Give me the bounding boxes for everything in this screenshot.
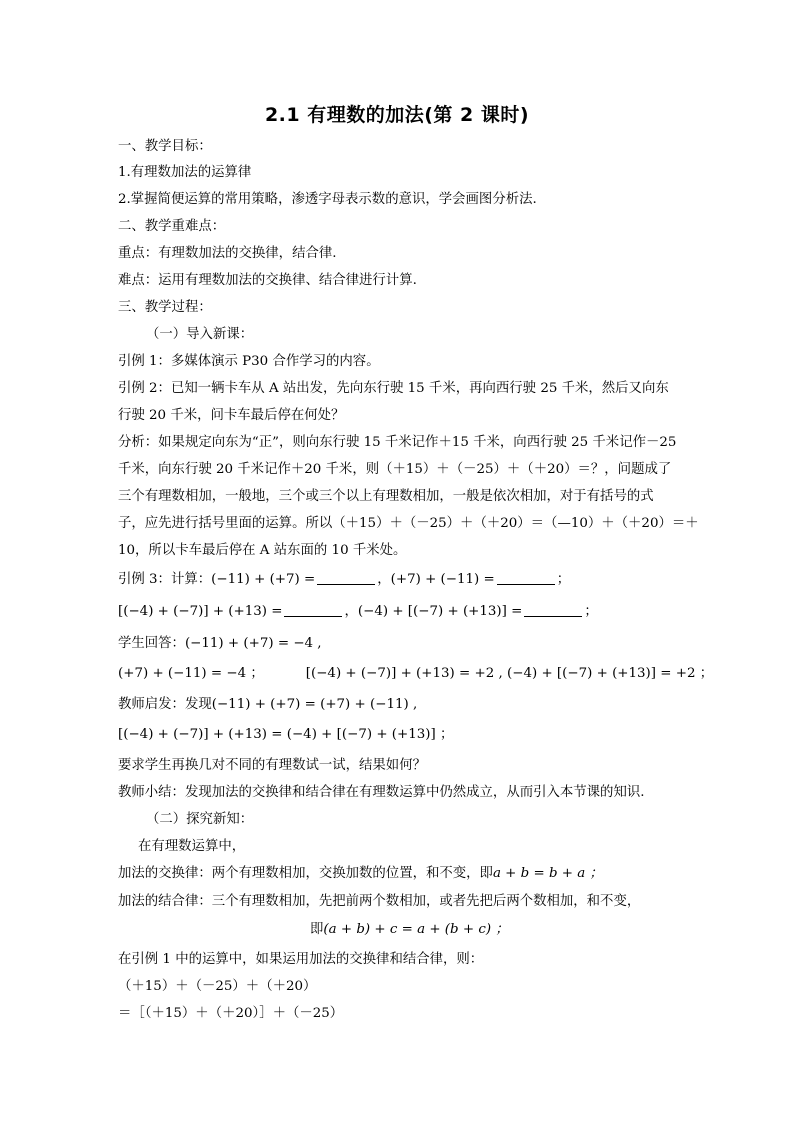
application-intro: 在引例 1 中的运算中，如果运用加法的交换律和结合律，则： [118,952,484,967]
example-1: 引例 1：多媒体演示 P30 合作学习的内容。 [118,354,380,369]
section-heading-key-points: 二、教学重难点： [118,219,226,234]
associative-law-prefix: 即 [310,922,324,937]
expression: [(−4) + (−7)] + (+13) = +2 , [305,666,503,681]
request: 要求学生再换几对不同的有理数试一试，结果如何？ [118,758,426,773]
student-answer-line-2 [118,664,713,684]
difficult-point: 难点：运用有理数加法的交换律、结合律进行计算. [118,273,417,288]
associative-law: 加法的结合律：三个有理数相加，先把前两个数相加，或者先把后两个数相加，和不变， [118,894,641,909]
objective-1: 1.有理数加法的运算律 [118,165,252,180]
associative-law-formula: (a + b) + c = a + (b + c) ； [323,922,509,937]
objective-2: 2.掌握简便运算的常用策略，渗透字母表示数的意识，学会画图分析法. [118,192,537,207]
expression: (−11) + (+7) = [211,572,316,587]
analysis-line-2: 千米，向东行驶 20 千米记作＋20 千米，则（＋15）＋（－25）＋（＋20）＝？，问题成了 [118,462,672,477]
analysis-line-5: 10，所以卡车最后停在 A 站东面的 10 千米处。 [118,543,407,558]
subsection-heading-intro: （一）导入新课： [146,327,254,342]
associative-law-formula-line [310,920,509,940]
expression: (−11) + (+7) = (+7) + (−11) , [211,697,418,712]
expression: (−4) + [(−7) + (+13)] = +2 ； [507,666,714,681]
answer-blank [317,570,375,585]
expression: (−11) + (+7) = −4 , [184,636,322,651]
commutative-law [118,864,603,884]
expression: (−4) + [(−7) + (+13)] = [357,604,523,619]
calculation-line-2: ＝［（＋15）＋（＋20）］＋（－25） [118,1006,344,1021]
expression: [(−4) + (−7)] + (+13) = (−4) + [(−7) + (+13)] ； [118,727,454,742]
key-point: 重点：有理数加法的交换律，结合律. [118,246,337,261]
calculation-line-1: （＋15）＋（－25）＋（＋20） [118,979,317,994]
expression: (+7) + (−11) = [390,572,495,587]
student-answer-label: 学生回答： [118,636,185,651]
example-2-line-2: 行驶 20 千米，问卡车最后停在何处？ [118,408,345,423]
section-heading-objectives: 一、教学目标： [118,139,212,154]
teacher-summary: 教师小结：发现加法的交换律和结合律在有理数运算中仍然成立，从而引入本节课的知识. [118,785,645,800]
analysis-line-4: 子，应先进行括号里面的运算。所以（＋15）＋（－25）＋（＋20）＝（—10）＋（＋20）＝＋ [118,516,699,531]
example-2-line-1: 引例 2：已知一辆卡车从 A 站出发，先向东行驶 15 千米，再向西行驶 25 千米，然后又向东 [118,381,669,396]
analysis-line-3: 三个有理数相加，一般地，三个或三个以上有理数相加，一般是依次相加，对于有括号的式 [118,489,654,504]
answer-blank [284,602,342,617]
commutative-law-formula: a + b = b + a ； [492,866,603,881]
example-3-label: 引例 3：计算： [118,572,212,587]
teacher-prompt-label: 教师启发：发现 [118,697,212,712]
example-3-line-1: 引例 3：计算：(−11) + (+7) = ，(+7) + (−11) = ； [118,572,571,587]
page-title: 2.1 有理数的加法(第 2 课时) [264,104,530,126]
answer-blank [497,570,555,585]
expression: [(−4) + (−7)] + (+13) = [118,604,283,619]
in-rational-operations: 在有理数运算中， [138,839,246,854]
student-answer-line-1 [118,634,322,654]
subsection-heading-explore: （二）探究新知： [146,812,254,827]
answer-blank [524,602,582,617]
analysis-line-1: 分析：如果规定向东为“正”，则向东行驶 15 千米记作＋15 千米，向西行驶 25 千米记作－25 [118,435,677,450]
expression: (+7) + (−11) = −4 ； [118,666,264,681]
teacher-prompt-line-1 [118,695,417,715]
teacher-prompt-line-2 [118,725,453,745]
section-heading-process: 三、教学过程： [118,300,212,315]
example-3-line-2: [(−4) + (−7)] + (+13) = ，(−4) + [(−7) + (+13)] = ； [118,604,598,619]
commutative-law-text: 加法的交换律：两个有理数相加，交换加数的位置，和不变，即 [118,866,493,881]
